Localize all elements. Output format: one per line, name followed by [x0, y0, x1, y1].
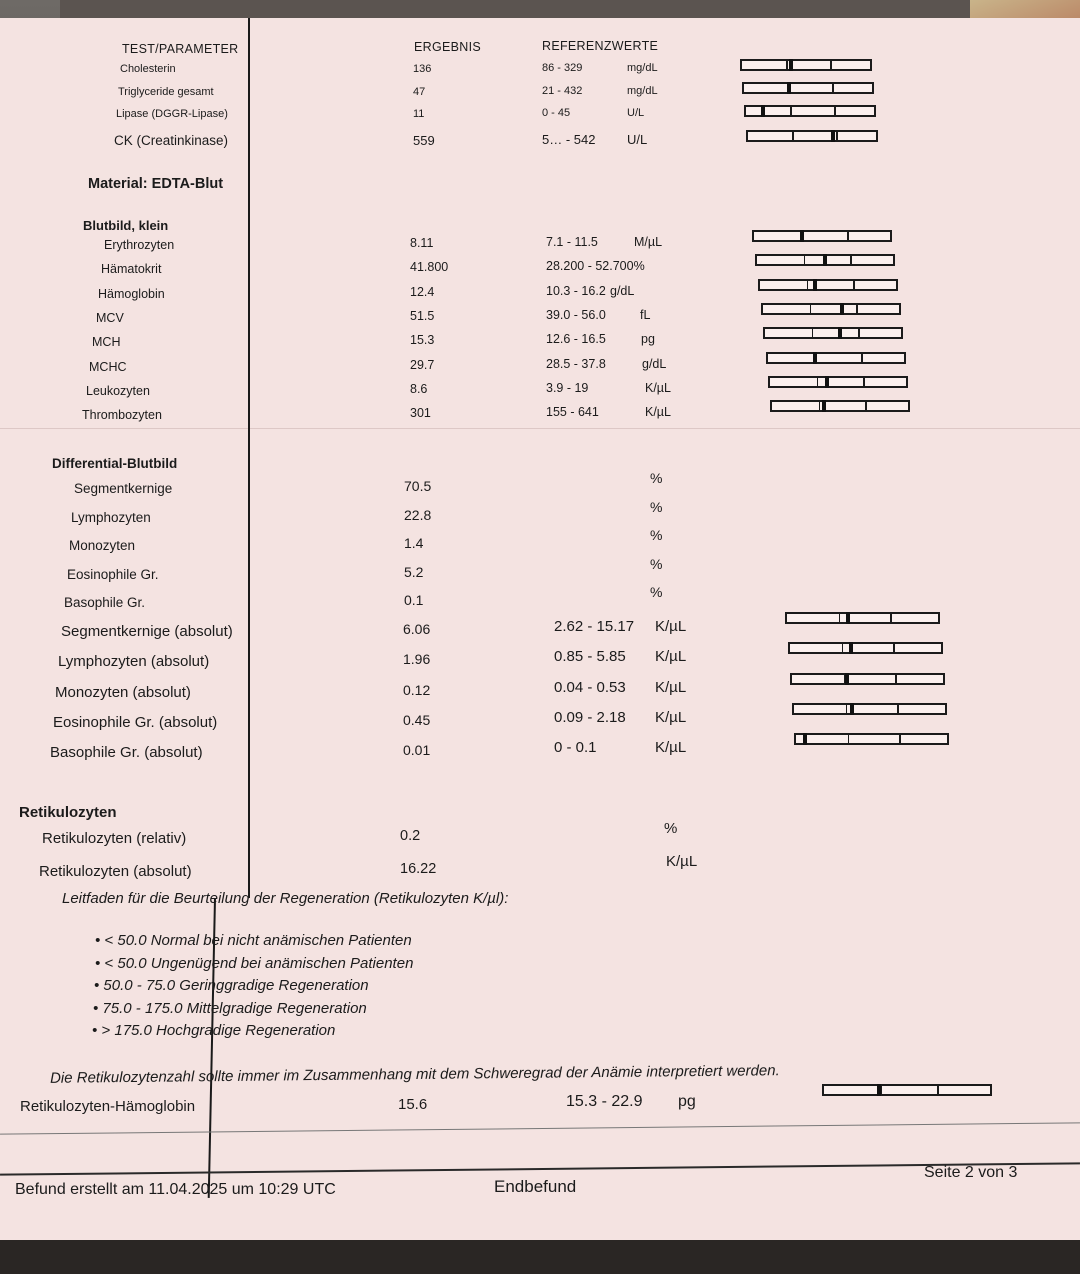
blutbild-range-bar	[770, 400, 910, 412]
differential-abs-reference: 0.85 - 5.85	[554, 648, 626, 666]
differential-abs-unit: K/µL	[655, 678, 687, 696]
guide-item	[95, 955, 413, 972]
differential-abs-range-bar	[794, 733, 949, 745]
range-bar-divider	[836, 132, 838, 140]
guide-text: 50.0 - 75.0 Geringgradige Regeneration	[103, 977, 369, 994]
differential-abs-range-bar	[792, 703, 947, 715]
reticulocyte-name: Retikulozyten (relativ)	[42, 830, 187, 847]
differential-abs-value: 0.01	[403, 742, 431, 759]
guide-text: < 50.0 Ungenügend bei anämischen Patienten	[104, 954, 414, 972]
guide-text: 75.0 - 175.0 Mittelgradige Regeneration	[102, 999, 367, 1017]
range-bar-divider	[865, 402, 867, 410]
differential-abs-unit: K/µL	[655, 708, 687, 726]
range-bar-marker	[822, 400, 826, 412]
differential-title: Differential-Blutbild	[52, 456, 178, 471]
range-bar-divider	[856, 305, 858, 313]
report-status: Endbefund	[494, 1177, 577, 1196]
blutbild-name: Hämoglobin	[98, 286, 165, 301]
differential-abs-range-bar	[788, 642, 943, 654]
differential-name: Monozyten	[69, 538, 136, 554]
blutbild-range-bar	[752, 230, 892, 242]
chem-value: 136	[413, 63, 432, 75]
differential-abs-range-bar	[790, 673, 945, 685]
range-bar-marker	[849, 642, 853, 654]
blutbild-reference: 3.9 - 19	[546, 380, 589, 395]
chem-reference: 0 - 45	[542, 107, 571, 119]
reticulocyte-value: 16.22	[400, 861, 437, 877]
report-created: Befund erstellt am 11.04.2025 um 10:29 UTC	[15, 1181, 336, 1198]
differential-abs-reference: 0 - 0.1	[554, 739, 597, 757]
range-bar-divider	[937, 1086, 939, 1094]
range-bar-divider	[858, 329, 860, 337]
guide-item	[95, 932, 412, 949]
blutbild-reference: 12.6 - 16.5	[546, 332, 606, 347]
guide-item	[94, 977, 369, 994]
blutbild-unit: M/µL	[634, 235, 663, 249]
range-bar-divider	[804, 256, 806, 264]
background-bottom	[0, 1234, 1080, 1274]
range-bar-divider	[792, 132, 794, 140]
chem-range-bar	[746, 130, 878, 142]
range-bar-divider	[839, 614, 841, 622]
differential-name: Segmentkernige	[74, 481, 173, 496]
blutbild-name: MCHC	[89, 359, 127, 374]
blutbild-range-bar	[758, 279, 898, 291]
differential-abs-value: 6.06	[403, 621, 431, 637]
blutbild-range-bar	[768, 376, 908, 388]
blutbild-reference: 155 - 641	[546, 405, 599, 420]
bullet-icon: •	[95, 932, 105, 949]
bullet-icon: •	[95, 954, 105, 972]
ret-hb-range-bar	[822, 1084, 992, 1096]
bullet-icon: •	[94, 977, 104, 994]
differential-abs-name: Monozyten (absolut)	[55, 683, 191, 701]
column-rule	[248, 18, 250, 898]
header-result: ERGEBNIS	[414, 40, 481, 54]
guide-text: > 175.0 Hochgradige Regeneration	[101, 1022, 336, 1039]
guide-text: < 50.0 Normal bei nicht anämischen Patienten	[104, 932, 412, 949]
differential-unit: %	[650, 470, 663, 486]
differential-name: Lymphozyten	[71, 509, 151, 525]
differential-unit: %	[650, 498, 663, 515]
blutbild-value: 8.11	[410, 236, 434, 250]
guide-item	[92, 1022, 335, 1039]
differential-abs-name: Basophile Gr. (absolut)	[50, 744, 203, 762]
blutbild-value: 41.800	[410, 260, 449, 275]
blutbild-name: MCV	[96, 310, 124, 325]
range-bar-divider	[832, 84, 834, 92]
chem-unit: U/L	[627, 107, 645, 119]
range-bar-marker	[823, 254, 827, 266]
chem-name: Triglyceride gesamt	[118, 85, 214, 98]
differential-value: 22.8	[404, 506, 432, 523]
range-bar-marker	[850, 703, 854, 715]
reticulocyte-name: Retikulozyten (absolut)	[39, 863, 192, 880]
blutbild-unit: fL	[640, 307, 651, 322]
range-bar-divider	[847, 232, 849, 240]
differential-abs-name: Lymphozyten (absolut)	[58, 653, 210, 671]
range-bar-marker	[761, 105, 765, 117]
chem-range-bar	[740, 59, 872, 71]
range-bar-divider	[848, 735, 850, 743]
differential-value: 5.2	[404, 563, 424, 580]
ret-hb-reference: 15.3 - 22.9	[566, 1093, 643, 1110]
differential-unit: %	[650, 527, 663, 544]
range-bar-marker	[803, 733, 807, 745]
chem-name: CK (Creatinkinase)	[114, 132, 229, 148]
range-bar-divider	[861, 354, 863, 362]
chem-name: Lipase (DGGR-Lipase)	[116, 108, 228, 120]
range-bar-marker	[845, 673, 849, 685]
blutbild-unit: g/dL	[610, 283, 635, 298]
range-bar-divider	[863, 378, 865, 386]
differential-abs-unit: K/µL	[655, 648, 687, 666]
differential-abs-reference: 0.09 - 2.18	[554, 708, 626, 726]
blutbild-unit: K/µL	[645, 380, 671, 395]
differential-abs-reference: 0.04 - 0.53	[554, 678, 626, 696]
paper-fold	[0, 428, 1080, 429]
guide-title: Leitfaden für die Beurteilung der Regeneration (Retikulozyten K/µl):	[62, 890, 509, 907]
range-bar-divider	[819, 402, 821, 410]
guide-item	[93, 1000, 367, 1017]
blutbild-unit: g/dL	[642, 356, 667, 371]
range-bar-divider	[817, 378, 819, 386]
differential-abs-value: 0.12	[403, 681, 431, 698]
differential-abs-unit: K/µL	[655, 618, 687, 635]
range-bar-marker	[838, 327, 842, 339]
differential-abs-value: 0.45	[403, 711, 431, 728]
chem-name: Cholesterin	[120, 63, 176, 75]
range-bar-marker	[877, 1084, 881, 1096]
ret-hb-unit: pg	[678, 1093, 696, 1110]
range-bar-divider	[842, 644, 844, 652]
interpretation-note: Die Retikulozytenzahl sollte immer im Zusammenhang mit dem Schweregrad der Anämie interpretiert werden.	[49, 1062, 780, 1087]
differential-name: Basophile Gr.	[64, 595, 146, 611]
ret-hb-value: 15.6	[398, 1096, 428, 1113]
divider	[0, 1122, 1080, 1134]
range-bar-divider	[786, 61, 788, 69]
differential-name: Eosinophile Gr.	[67, 566, 159, 582]
range-bar-divider	[899, 735, 901, 743]
chem-value: 559	[413, 132, 435, 148]
blutbild-range-bar	[761, 303, 901, 315]
blutbild-name: Erythrozyten	[104, 238, 175, 252]
footer-rule	[0, 1162, 1080, 1175]
blutbild-unit: K/µL	[645, 405, 671, 420]
range-bar-marker	[787, 82, 791, 94]
chem-range-bar	[742, 82, 874, 94]
bullet-icon: •	[92, 1022, 102, 1039]
lab-report-page	[0, 18, 1080, 1240]
range-bar-divider	[812, 329, 814, 337]
blutbild-range-bar	[755, 254, 895, 266]
differential-unit: %	[650, 555, 663, 572]
blutbild-name: Leukozyten	[86, 383, 150, 398]
blutbild-title: Blutbild, klein	[83, 218, 169, 233]
differential-unit: %	[650, 584, 663, 601]
chem-reference: 5… - 542	[542, 131, 596, 147]
blutbild-name: MCH	[92, 335, 121, 350]
blutbild-name: Thrombozyten	[82, 408, 162, 423]
material-title: Material: EDTA-Blut	[88, 176, 224, 192]
range-bar-divider	[897, 705, 899, 713]
header-test: TEST/PARAMETER	[122, 42, 239, 56]
reticulocyte-value: 0.2	[400, 828, 421, 844]
blutbild-value: 29.7	[410, 357, 435, 372]
range-bar-divider	[830, 61, 832, 69]
range-bar-divider	[850, 256, 852, 264]
ret-hb-name: Retikulozyten-Hämoglobin	[20, 1098, 196, 1115]
blutbild-reference: 28.200 - 52.700%	[546, 259, 645, 274]
chem-unit: mg/dL	[627, 84, 658, 97]
bullet-icon: •	[93, 999, 103, 1017]
blutbild-reference: 7.1 - 11.5	[546, 235, 598, 249]
range-bar-divider	[853, 281, 855, 289]
blutbild-reference: 28.5 - 37.8	[546, 356, 606, 371]
blutbild-value: 51.5	[410, 308, 435, 323]
blutbild-range-bar	[766, 352, 906, 364]
reticulocyte-unit: K/µL	[666, 853, 698, 870]
range-bar-divider	[890, 614, 892, 622]
range-bar-divider	[810, 305, 812, 313]
range-bar-divider	[790, 107, 792, 115]
reticulocyte-unit: %	[664, 820, 678, 837]
blutbild-value: 8.6	[410, 381, 428, 396]
chem-range-bar	[744, 105, 876, 117]
chem-reference: 86 - 329	[542, 62, 583, 74]
differential-abs-name: Segmentkernige (absolut)	[61, 623, 233, 640]
range-bar-marker	[825, 376, 829, 388]
page-number: Seite 2 von 3	[924, 1164, 1018, 1181]
blutbild-value: 12.4	[410, 284, 435, 299]
blutbild-unit: pg	[641, 332, 655, 347]
header-reference: REFERENZWERTE	[542, 39, 659, 53]
differential-abs-range-bar	[785, 612, 940, 624]
chem-unit: mg/dL	[627, 62, 658, 74]
differential-value: 1.4	[404, 535, 424, 552]
differential-abs-reference: 2.62 - 15.17	[554, 618, 635, 635]
range-bar-marker	[813, 279, 817, 291]
chem-unit: U/L	[627, 131, 648, 147]
blutbild-reference: 39.0 - 56.0	[546, 307, 606, 322]
chem-reference: 21 - 432	[542, 84, 583, 97]
blutbild-value: 301	[410, 406, 431, 421]
blutbild-reference: 10.3 - 16.2	[546, 283, 606, 298]
differential-value: 70.5	[404, 478, 432, 494]
range-bar-marker	[831, 130, 835, 142]
range-bar-divider	[893, 644, 895, 652]
range-bar-marker	[840, 303, 844, 315]
chem-value: 11	[413, 108, 425, 120]
differential-abs-value: 1.96	[403, 651, 431, 668]
range-bar-divider	[895, 675, 897, 683]
range-bar-marker	[800, 230, 804, 242]
differential-value: 0.1	[404, 592, 424, 609]
differential-abs-unit: K/µL	[655, 739, 687, 757]
blutbild-range-bar	[763, 327, 903, 339]
reticulocytes-title: Retikulozyten	[19, 804, 117, 821]
range-bar-marker	[813, 352, 817, 364]
differential-abs-name: Eosinophile Gr. (absolut)	[53, 713, 218, 731]
range-bar-marker	[846, 612, 850, 624]
blutbild-value: 15.3	[410, 333, 435, 348]
chem-value: 47	[413, 85, 426, 98]
range-bar-divider	[807, 281, 809, 289]
range-bar-marker	[789, 59, 793, 71]
range-bar-divider	[834, 107, 836, 115]
range-bar-divider	[846, 705, 848, 713]
blutbild-name: Hämatokrit	[101, 262, 162, 277]
